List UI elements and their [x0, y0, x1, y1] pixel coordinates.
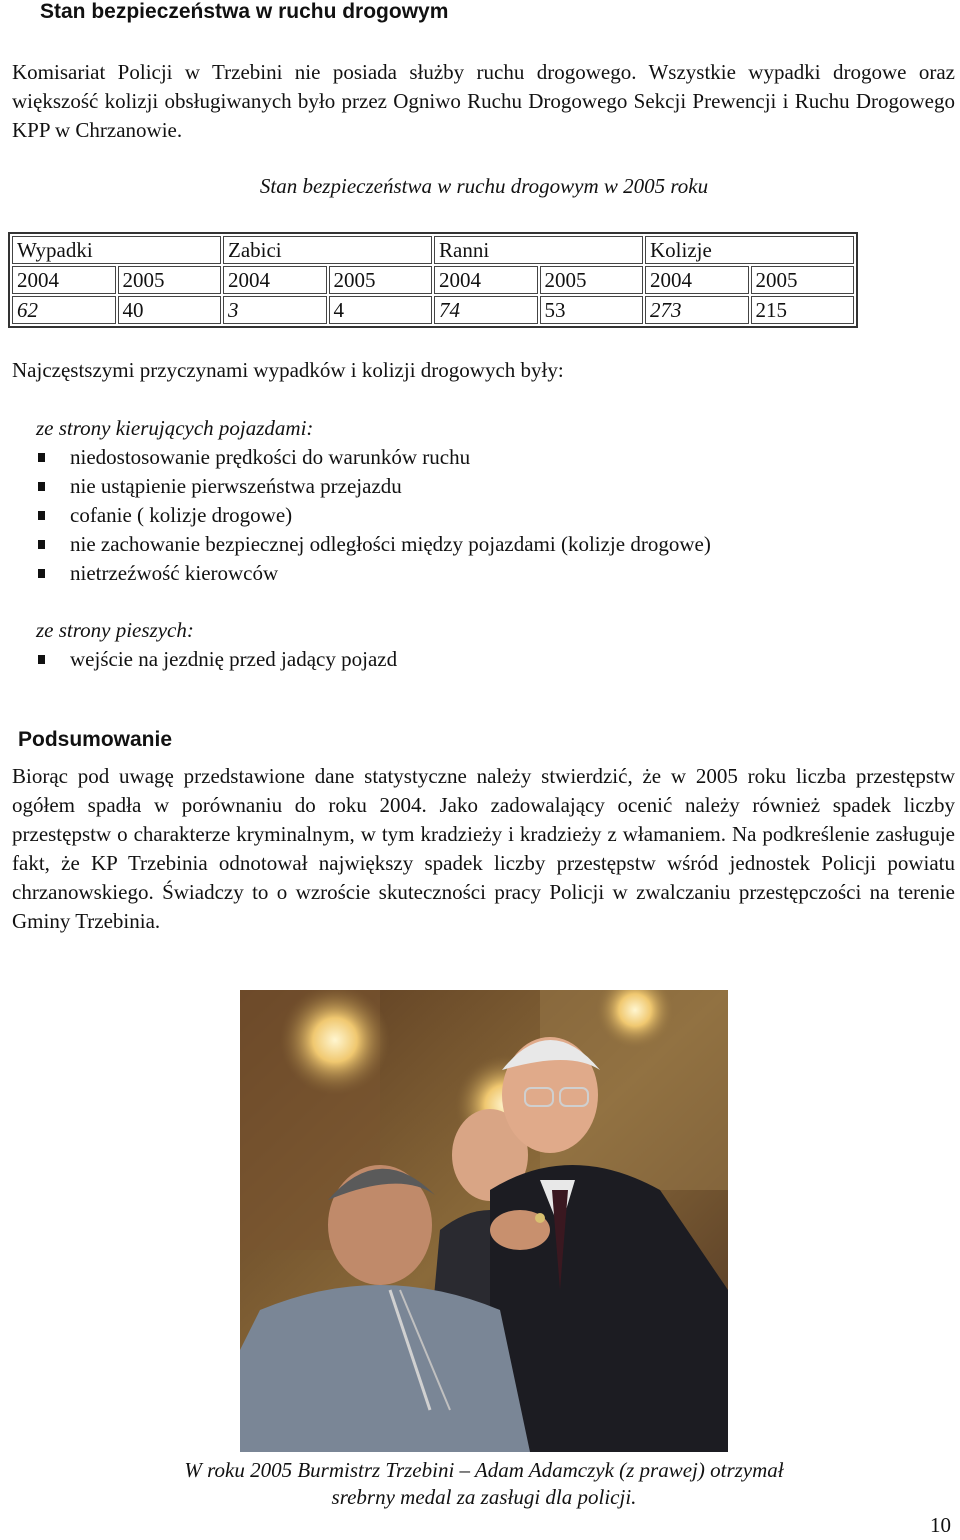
photo-caption — [0, 1457, 960, 1511]
value-cell: 273 — [645, 296, 749, 324]
causes-intro: Najczęstszymi przyczynami wypadków i kolizji drogowych były: — [12, 358, 564, 382]
bullet-icon — [38, 482, 45, 491]
award-photo — [240, 990, 728, 1452]
year-cell: 2004 — [434, 266, 538, 294]
bullet-icon — [38, 569, 45, 578]
page-number: 10 — [930, 1513, 951, 1537]
value-cell: 74 — [434, 296, 538, 324]
summary-heading: Podsumowanie — [18, 728, 173, 751]
bullet-icon — [38, 511, 45, 520]
intro-paragraph: Komisariat Policji w Trzebini nie posiada służby ruchu drogowego. Wszystkie wypadki drogowe oraz większość kolizji obsługiwanych było przez Ogniwo Ruchu Drogowego Sekcji Prewencji i Ruchu Drogowego KPP w Chrzanowie. — [12, 60, 955, 142]
value-cell: 53 — [540, 296, 644, 324]
value-cell: 3 — [223, 296, 327, 324]
traffic-stats-table — [8, 232, 858, 328]
year-cell: 2005 — [118, 266, 222, 294]
year-cell: 2005 — [540, 266, 644, 294]
year-cell: 2004 — [12, 266, 116, 294]
header-cell: Kolizje — [645, 236, 854, 264]
table-caption: Stan bezpieczeństwa w ruchu drogowym w 2005 roku — [259, 174, 709, 198]
photo-caption-line-1: W roku 2005 Burmistrz Trzebini – Adam Adamczyk (z prawej) otrzymał — [184, 1458, 784, 1482]
year-cell: 2005 — [751, 266, 855, 294]
bullet-icon — [38, 655, 45, 664]
summary-paragraph: Biorąc pod uwagę przedstawione dane statystyczne należy stwierdzić, że w 2005 roku liczba przestępstw ogółem spadła w porównaniu do roku 2004. Jako zadowalający ocenić należy również spadek liczby przestępstw o charakterze kryminalnym, w tym kradzieży i kradzieży z włamaniem. Na podkreślenie zasługuje fakt, że KP Trzebinia odnotował największy spadek liczby przestępstw wśród jednostek Policji powiatu chrzanowskiego. Świadczy to o wzroście skuteczności pracy Policji w zwalczaniu przestępczości na terenie Gminy Trzebinia. — [12, 764, 955, 933]
award-photo-illustration — [240, 990, 728, 1452]
year-cell: 2004 — [223, 266, 327, 294]
bullet-icon — [38, 453, 45, 462]
table-values-row — [12, 296, 854, 324]
value-cell: 40 — [118, 296, 222, 324]
header-cell: Ranni — [434, 236, 643, 264]
value-cell: 62 — [12, 296, 116, 324]
pedestrians-label: ze strony pieszych: — [36, 618, 194, 642]
bullet-icon — [38, 540, 45, 549]
section-heading: Stan bezpieczeństwa w ruchu drogowym — [40, 0, 449, 23]
value-cell: 215 — [751, 296, 855, 324]
value-cell: 4 — [329, 296, 433, 324]
year-cell: 2004 — [645, 266, 749, 294]
drivers-label: ze strony kierujących pojazdami: — [36, 416, 314, 440]
year-cell: 2005 — [329, 266, 433, 294]
table-header-row — [12, 236, 854, 264]
header-cell: Zabici — [223, 236, 432, 264]
table-years-row — [12, 266, 854, 294]
photo-caption-line-2: srebrny medal za zasługi dla policji. — [331, 1485, 637, 1509]
header-cell: Wypadki — [12, 236, 221, 264]
